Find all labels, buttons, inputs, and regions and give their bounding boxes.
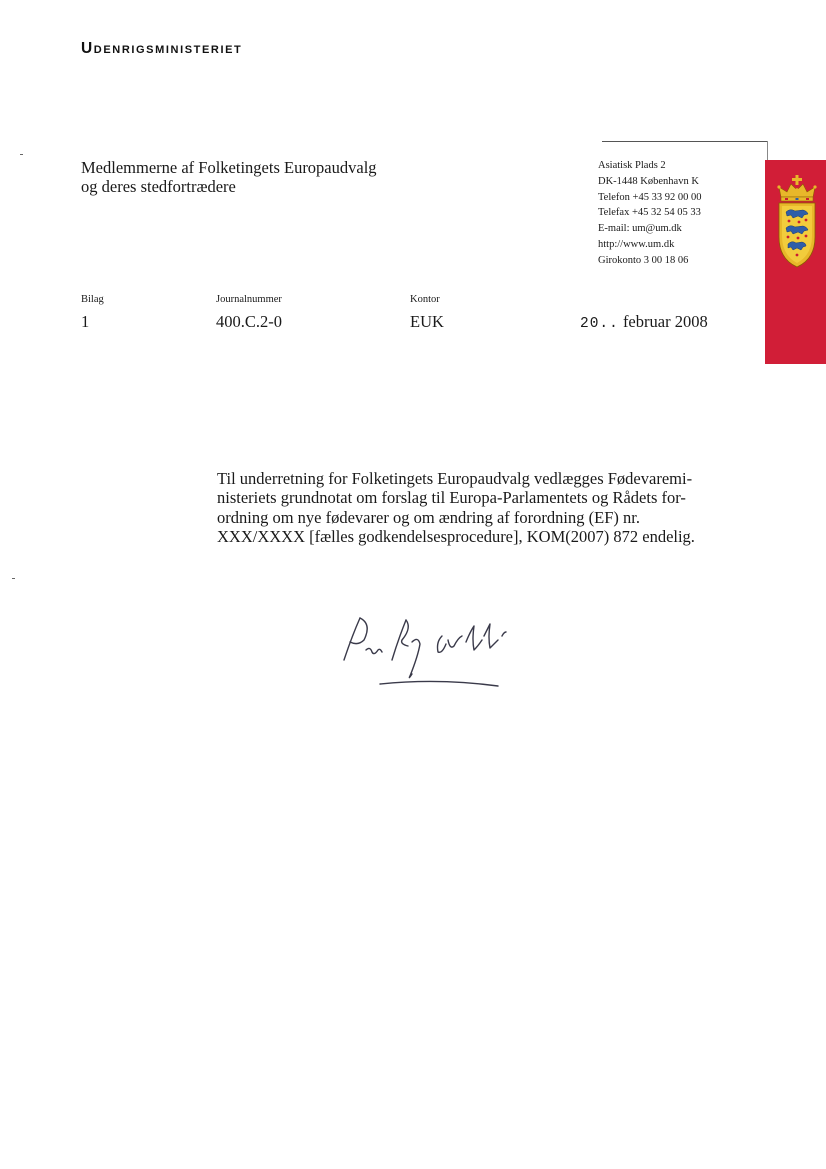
sender-address-block: [598, 158, 701, 269]
fold-mark: [12, 578, 15, 579]
body-line: XXX/XXXX [fælles godkendelsesprocedure], KOM(2007) 872 endelig.: [217, 526, 695, 546]
body-line: nisteriets grundnotat om forslag til Europa-Parlamentets og Rådets for-: [217, 488, 686, 508]
date-day: 20..: [580, 316, 619, 332]
bilag-value: 1: [81, 312, 90, 331]
handwritten-signature: [338, 606, 538, 696]
address-giro: Girokonto 3 00 18 06: [598, 254, 689, 266]
body-line: ordning om nye fødevarer og om ændring af forordning (EF) nr.: [217, 507, 640, 527]
recipient-block: [81, 158, 377, 196]
bilag-label: Bilag: [81, 294, 104, 305]
address-postal: DK-1448 København K: [598, 175, 699, 187]
kontor-value: EUK: [410, 312, 444, 331]
address-fax: Telefax +45 32 54 05 33: [598, 207, 701, 219]
date-month-year: februar 2008: [622, 312, 708, 331]
margin-mark: [20, 154, 23, 155]
address-web: http://www.um.dk: [598, 238, 675, 250]
address-email: E-mail: um@um.dk: [598, 223, 682, 235]
address-phone: Telefon +45 33 92 00 00: [598, 191, 702, 203]
journal-label: Journalnummer: [216, 294, 282, 305]
body-line: Til underretning for Folketingets Europaudvalg vedlægges Fødevaremi-: [217, 469, 693, 488]
journal-value: 400.C.2-0: [216, 312, 282, 331]
letter-date: [580, 312, 708, 332]
recipient-line: Medlemmerne af Folketingets Europaudvalg: [81, 158, 377, 177]
recipient-line: og deres stedfortrædere: [81, 177, 236, 196]
royal-crest-icon: [775, 175, 819, 269]
address-divider: [602, 141, 768, 142]
ministry-letterhead: Udenrigsministeriet: [81, 40, 243, 57]
body-paragraph: [217, 469, 717, 546]
address-street: Asiatisk Plads 2: [598, 160, 666, 171]
kontor-label: Kontor: [410, 294, 440, 305]
